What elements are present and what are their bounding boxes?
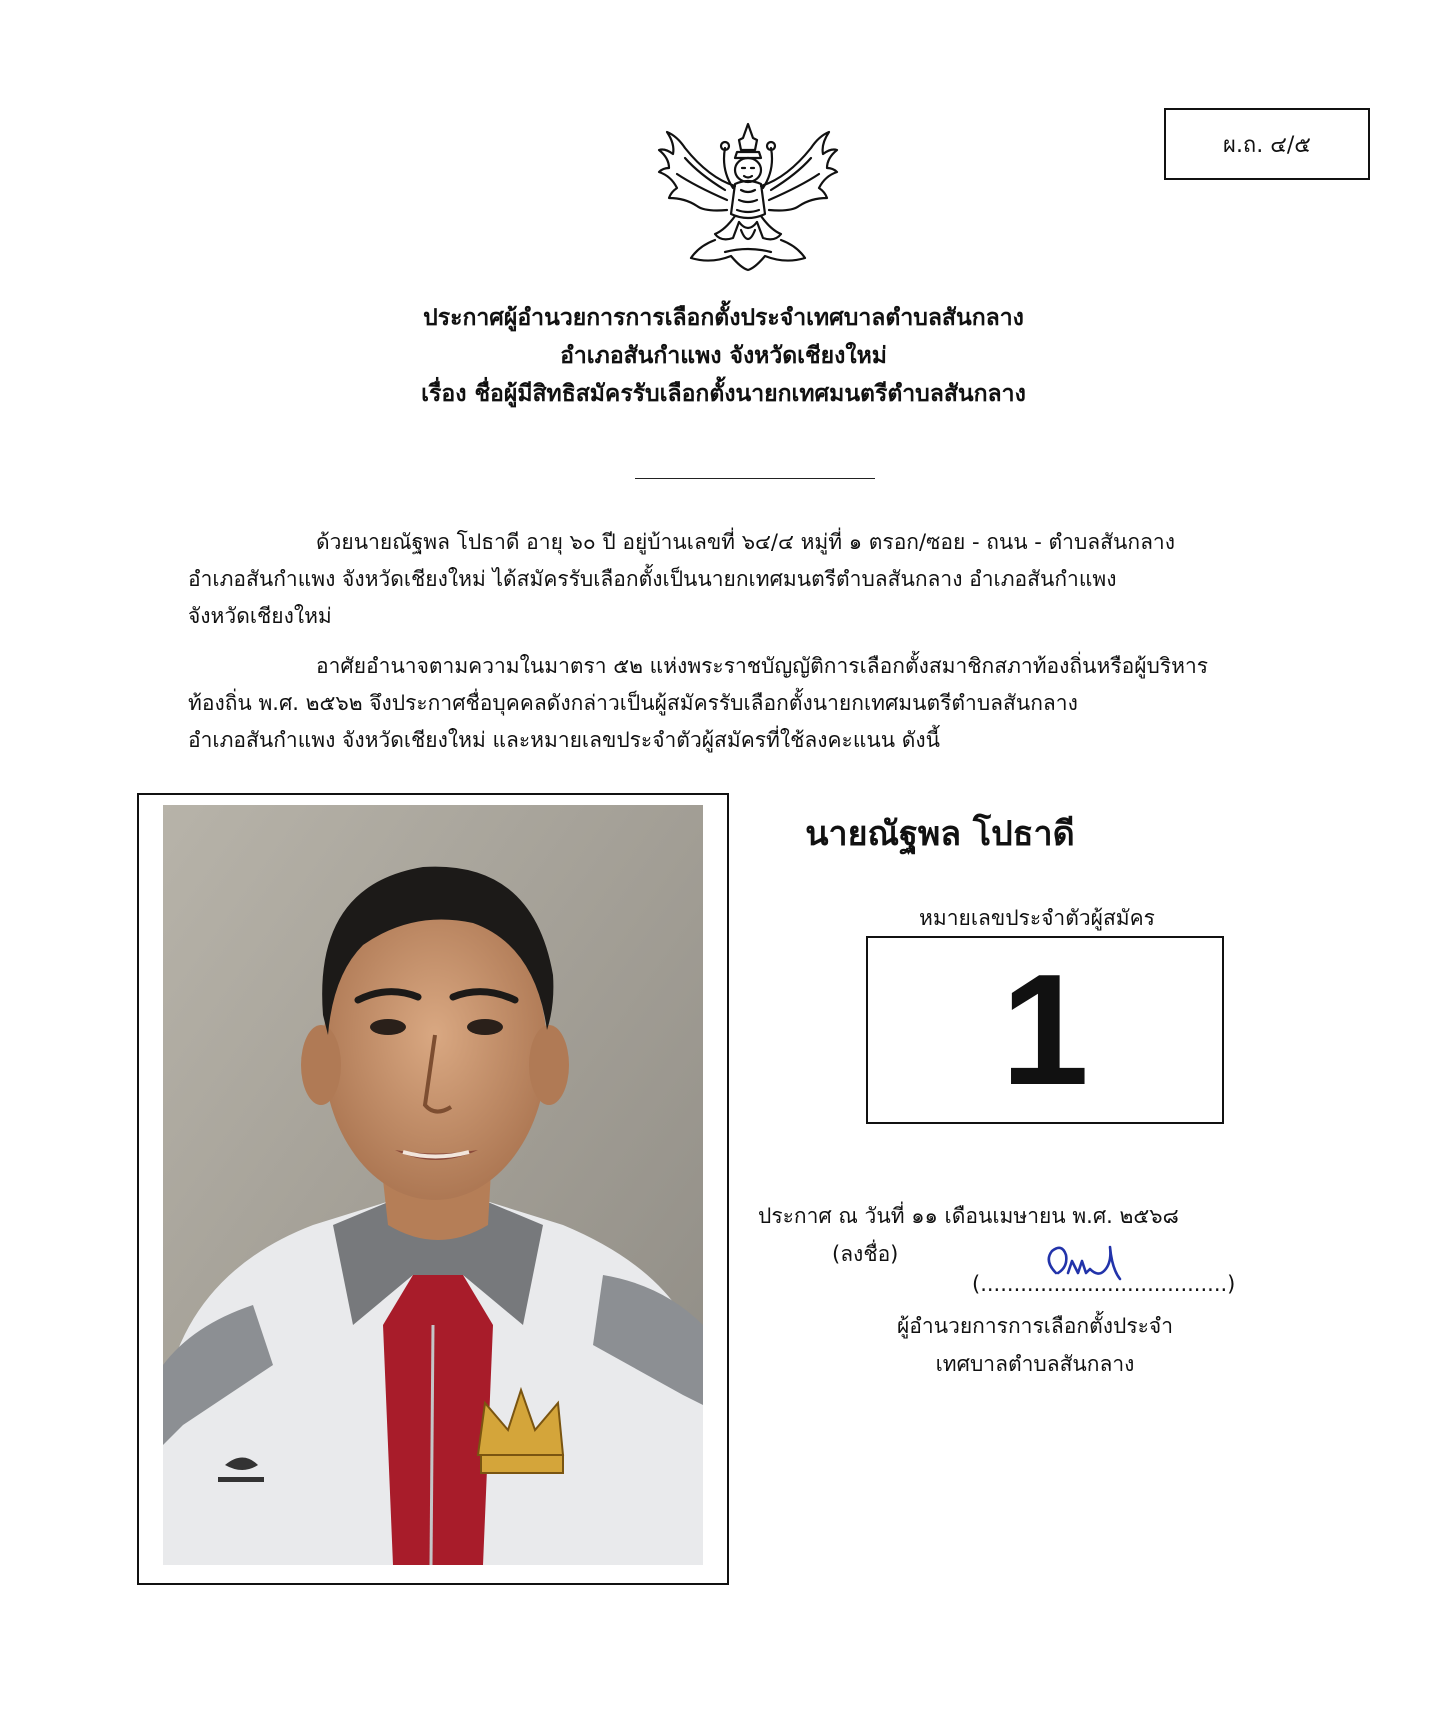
announcement-date: ประกาศ ณ วันที่ ๑๑ เดือนเมษายน พ.ศ. ๒๕๖๘ (758, 1204, 1179, 1228)
paragraph-1 (188, 524, 1318, 635)
paragraph-1-line-3: จังหวัดเชียงใหม่ (188, 604, 332, 628)
garuda-emblem-icon (655, 118, 841, 276)
title-divider (635, 478, 875, 479)
paragraph-2-line-2: ท้องถิ่น พ.ศ. ๒๕๖๒ จึงประกาศชื่อบุคคลดังกล่าวเป็นผู้สมัครรับเลือกตั้งนายกเทศมนตรีตำบลสันกลาง (188, 691, 1078, 715)
title-line-2: อำเภอสันกำแพง จังหวัดเชียงใหม่ (560, 343, 887, 369)
paragraph-2-line-1: อาศัยอำนาจตามความในมาตรา ๕๒ แห่งพระราชบัญญัติการเลือกตั้งสมาชิกสภาท้องถิ่นหรือผู้บริหาร (316, 654, 1209, 678)
candidate-number: 1 (1001, 942, 1089, 1118)
signer-title-line-1: ผู้อำนวยการการเลือกตั้งประจำ (897, 1314, 1173, 1338)
form-code-box (1164, 108, 1370, 180)
paragraph-1-line-1: ด้วยนายณัฐพล โปธาดี อายุ ๖๐ ปี อยู่บ้านเลขที่ ๖๔/๔ หมู่ที่ ๑ ตรอก/ซอย - ถนน - ตำบลสันกลาง (316, 530, 1175, 554)
signer-title-line-2: เทศบาลตำบลสันกลาง (935, 1352, 1135, 1376)
candidate-photo (163, 805, 703, 1565)
paragraph-2 (188, 648, 1318, 759)
form-code: ผ.ถ. ๔/๕ (1223, 132, 1311, 158)
title-line-1: ประกาศผู้อำนวยการการเลือกตั้งประจำเทศบาลตำบลสันกลาง (423, 305, 1024, 331)
paragraph-1-line-2: อำเภอสันกำแพง จังหวัดเชียงใหม่ ได้สมัครรับเลือกตั้งเป็นนายกเทศมนตรีตำบลสันกลาง อำเภอสันกำแพง (188, 567, 1117, 591)
signature-label: (ลงชื่อ) (832, 1242, 899, 1266)
paragraph-2-line-3: อำเภอสันกำแพง จังหวัดเชียงใหม่ และหมายเลขประจำตัวผู้สมัครที่ใช้ลงคะแนน ดังนี้ (188, 728, 941, 752)
signature-line: (.....................................) (972, 1272, 1236, 1296)
title-line-3: เรื่อง ชื่อผู้มีสิทธิสมัครรับเลือกตั้งนายกเทศมนตรีตำบลสันกลาง (421, 381, 1026, 407)
candidate-name: นายณัฐพล โปธาดี (805, 814, 1075, 854)
candidate-number-box (866, 936, 1224, 1124)
candidate-number-label: หมายเลขประจำตัวผู้สมัคร (919, 906, 1155, 930)
